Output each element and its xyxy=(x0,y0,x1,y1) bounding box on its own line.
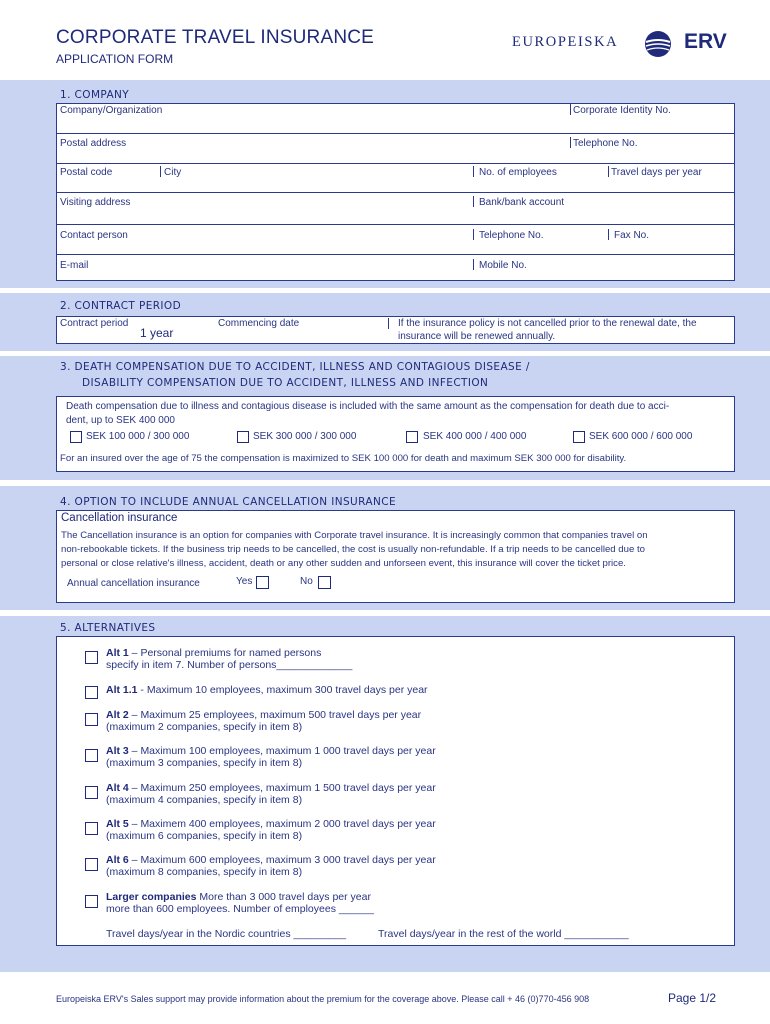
sek-100000-label: SEK 100 000 / 300 000 xyxy=(86,431,190,442)
alt-4-line1: Alt 4 – Maximum 250 employees, maximum 1 500 travel days per year xyxy=(106,782,436,794)
visiting-address-field[interactable]: Visiting address xyxy=(60,197,131,208)
contact-person-field[interactable]: Contact person xyxy=(60,230,128,241)
renewal-note-line1: If the insurance policy is not cancelled prior to the renewal date, the xyxy=(398,318,697,329)
no-label: No xyxy=(300,576,313,587)
alt-3-line2: (maximum 3 companies, specify in item 8) xyxy=(106,757,303,769)
alt-6-checkbox[interactable] xyxy=(85,858,98,871)
sek-100000-checkbox[interactable] xyxy=(70,431,82,443)
logo-brand: ERV xyxy=(684,30,727,53)
contract-period-value: 1 year xyxy=(140,326,174,340)
cancellation-yes-checkbox[interactable] xyxy=(256,576,269,589)
company-field[interactable]: Company/Organization xyxy=(60,105,163,116)
section-4-heading: 4. OPTION TO INCLUDE ANNUAL CANCELLATION INSURANCE xyxy=(60,496,397,508)
sek-600000-label: SEK 600 000 / 600 000 xyxy=(589,431,693,442)
alt-2-checkbox[interactable] xyxy=(85,713,98,726)
mobile-field[interactable]: Mobile No. xyxy=(479,260,527,271)
alt-6-line1: Alt 6 – Maximum 600 employees, maximum 3 000 travel days per year xyxy=(106,854,436,866)
contact-telephone-field[interactable]: Telephone No. xyxy=(479,230,544,241)
sek-300000-checkbox[interactable] xyxy=(237,431,249,443)
corp-id-field[interactable]: Corporate Identity No. xyxy=(573,105,671,116)
alt-2-line2: (maximum 2 companies, specify in item 8) xyxy=(106,721,303,733)
section-3-heading-line1: 3. DEATH COMPENSATION DUE TO ACCIDENT, ILLNESS AND CONTAGIOUS DISEASE / xyxy=(60,361,530,373)
alt-4-checkbox[interactable] xyxy=(85,786,98,799)
renewal-note-line2: insurance will be renewed annually. xyxy=(398,331,556,342)
death-text-line2: dent, up to SEK 400 000 xyxy=(66,415,175,426)
annual-cancellation-label: Annual cancellation insurance xyxy=(67,578,200,589)
globe-logo-icon xyxy=(644,30,672,58)
death-text-line1: Death compensation due to illness and contagious disease is included with the same amount as the compensation for death due to acci- xyxy=(66,401,670,412)
rest-of-world-travel-days-field[interactable]: Travel days/year in the rest of the world ___________ xyxy=(378,928,629,940)
section-2-heading: 2. CONTRACT PERIOD xyxy=(60,300,182,312)
alt-5-line1: Alt 5 – Maximem 400 employees, maximum 2 000 travel days per year xyxy=(106,818,436,830)
age-75-note: For an insured over the age of 75 the compensation is maximized to SEK 100 000 for death and maximum SEK 300 000 for disability. xyxy=(60,453,627,464)
cancellation-no-checkbox[interactable] xyxy=(318,576,331,589)
alt-1-1-checkbox[interactable] xyxy=(85,686,98,699)
alt-1-1-line1: Alt 1.1 - Maximum 10 employees, maximum 300 travel days per year xyxy=(106,684,428,696)
telephone-field[interactable]: Telephone No. xyxy=(573,138,638,149)
section-1-heading: 1. COMPANY xyxy=(60,89,130,101)
sek-400000-label: SEK 400 000 / 400 000 xyxy=(423,431,527,442)
logo-text: EUROPEISKA xyxy=(512,34,619,50)
sek-300000-label: SEK 300 000 / 300 000 xyxy=(253,431,357,442)
nordic-travel-days-field[interactable]: Travel days/year in the Nordic countries _________ xyxy=(106,928,347,940)
fax-field[interactable]: Fax No. xyxy=(614,230,650,241)
alt-5-checkbox[interactable] xyxy=(85,822,98,835)
larger-companies-checkbox[interactable] xyxy=(85,895,98,908)
page-title: CORPORATE TRAVEL INSURANCE xyxy=(56,27,375,48)
alt-6-line2: (maximum 8 companies, specify in item 8) xyxy=(106,866,303,878)
page-number: Page 1/2 xyxy=(668,991,717,1005)
cancellation-text-line1: The Cancellation insurance is an option for companies with Corporate travel insurance. It is increasingly common that companies travel on xyxy=(61,530,648,541)
section-5-heading: 5. ALTERNATIVES xyxy=(60,622,156,634)
yes-label: Yes xyxy=(236,576,253,587)
contract-period-label: Contract period xyxy=(60,318,129,329)
alt-3-line1: Alt 3 – Maximum 100 employees, maximum 1 000 travel days per year xyxy=(106,745,436,757)
alt-3-checkbox[interactable] xyxy=(85,749,98,762)
sek-400000-checkbox[interactable] xyxy=(406,431,418,443)
cancellation-subheading: Cancellation insurance xyxy=(61,512,178,524)
larger-companies-line2: more than 600 employees. Number of employees ______ xyxy=(106,903,374,915)
alt-1-line2: specify in item 7. Number of persons_____________ xyxy=(106,659,353,671)
cancellation-text-line2: non-rebookable tickets. If the business trip needs to be cancelled, the cost is usually non-refundable. If a trip needs to be cancelled due to xyxy=(61,544,645,555)
commencing-date-field[interactable]: Commencing date xyxy=(218,318,300,329)
bank-account-field[interactable]: Bank/bank account xyxy=(479,197,565,208)
postal-code-field[interactable]: Postal code xyxy=(60,167,113,178)
larger-companies-line1: Larger companies More than 3 000 travel days per year xyxy=(106,891,371,903)
city-field[interactable]: City xyxy=(164,167,182,178)
alt-1-line1: Alt 1 – Personal premiums for named persons xyxy=(106,647,322,659)
alt-1-checkbox[interactable] xyxy=(85,651,98,664)
sek-600000-checkbox[interactable] xyxy=(573,431,585,443)
page-subtitle: APPLICATION FORM xyxy=(56,52,174,66)
footer-text: Europeiska ERV's Sales support may provide information about the premium for the coverage above. Please call + 46 (0)770-456 908 xyxy=(56,994,590,1004)
cancellation-text-line3: personal or close relative's illness, accident, death or any other sudden and unforseen event, this insurance will cover the ticket price. xyxy=(61,558,626,569)
postal-address-field[interactable]: Postal address xyxy=(60,138,127,149)
employees-field[interactable]: No. of employees xyxy=(479,167,557,178)
section-3-heading-line2: DISABILITY COMPENSATION DUE TO ACCIDENT, ILLNESS AND INFECTION xyxy=(82,377,489,389)
email-field[interactable]: E-mail xyxy=(60,260,89,271)
travel-days-field[interactable]: Travel days per year xyxy=(611,167,702,178)
alt-2-line1: Alt 2 – Maximum 25 employees, maximum 500 travel days per year xyxy=(106,709,422,721)
alt-4-line2: (maximum 4 companies, specify in item 8) xyxy=(106,794,303,806)
alt-5-line2: (maximum 6 companies, specify in item 8) xyxy=(106,830,303,842)
